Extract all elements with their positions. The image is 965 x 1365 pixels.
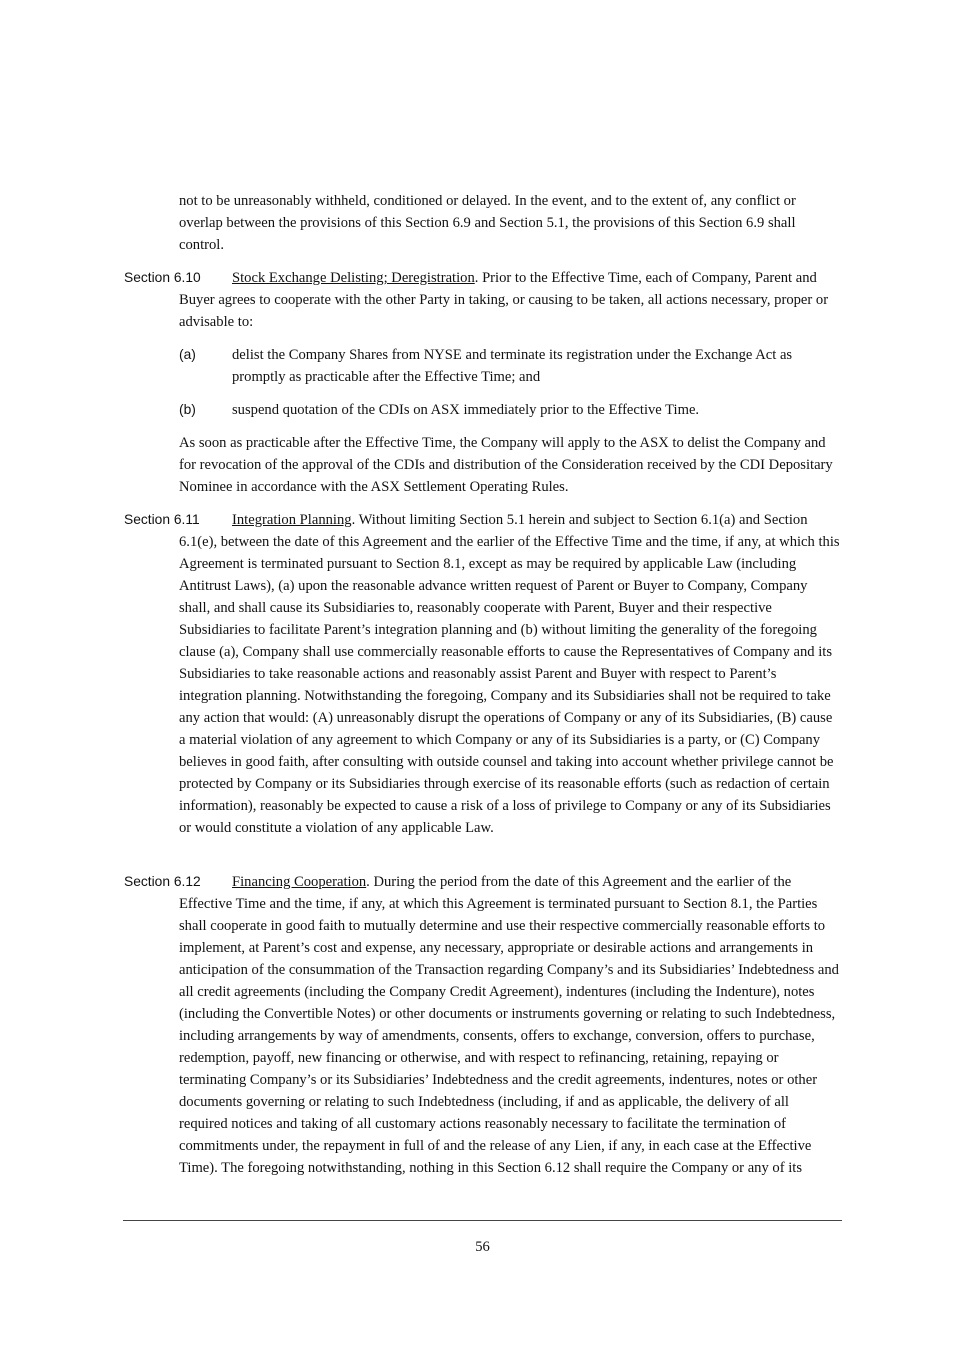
section-number: Section 6.10: [124, 270, 201, 285]
list-item-text: suspend quotation of the CDIs on ASX immediately prior to the Effective Time.: [232, 402, 700, 418]
continuation-paragraph: not to be unreasonably withheld, conditioned or delayed. In the event, and to the extent of, any conflict or overlap between the provisions of this Section 6.9 and Section 5.1, the provisions of this Section 6.9 shall control.: [179, 193, 796, 253]
section-paragraph: [179, 871, 841, 1179]
list-item-label: (a): [179, 347, 196, 362]
list-item-text: delist the Company Shares from NYSE and terminate its registration under the Exchange Act as promptly as practicable after the Effective Time; and: [232, 347, 793, 385]
list-item-label: (b): [179, 402, 196, 417]
section-number: Section 6.11: [124, 512, 200, 527]
section-heading: Stock Exchange Delisting; Deregistration: [232, 270, 475, 286]
section-body-text: . Prior to the Effective Time, each of Company, Parent and Buyer agrees to cooperate with the other Party in taking, or causing to be taken, all actions necessary, proper or advisable to:: [179, 270, 829, 330]
section-paragraph: [179, 509, 841, 839]
section-body-text: . Without limiting Section 5.1 herein and subject to Section 6.1(a) and Section 6.1(e), between the date of this Agreement and the earlier of the Effective Time and the time, if any, at which this Agreement is terminated pursuant to Section 8.1, except as may be required by applicable Law (including Antitrust Laws), (a) upon the reasonable advance written request of Parent or Buyer to Company, Company shall, and shall cause its Subsidiaries to, reasonably cooperate with Parent, Buyer and their respective Subsidiaries to facilitate Parent’s integration planning and (b) without limiting the generality of the foregoing clause (a), Company shall use commercially reasonable efforts to cause the Representatives of Company and its Subsidiaries to take reasonable actions and reasonably assist Parent and Buyer with respect to Parent’s integration planning. Notwithstanding the foregoing, Company and its Subsidiaries shall not be required to take any action that would: (A) unreasonably disrupt the operations of Company or any of its Subsidiaries, (B) cause a material violation of any agreement to which Company or any of its Subsidiaries is a party, or (C) Company believes in good faith, after consulting with outside counsel and taking into account whether privilege cannot be protected by Company or its Subsidiaries through exercise of its reasonable efforts (such as redaction of certain information), reasonably be expected to cause a risk of a loss of privilege to Company or any of its Subsidiaries or would constitute a violation of any applicable Law.: [179, 512, 840, 836]
section-body-text: . During the period from the date of this Agreement and the earlier of the Effective Time and the time, if any, at which this Agreement is terminated pursuant to Section 8.1, the Parties shall cooperate in good faith to mutually determine and use their respective commercially reasonable efforts to implement, at Parent’s cost and expense, any necessary, appropriate or desirable actions and arrangements in anticipation of the consummation of the Transaction regarding Company’s and its Subsidiaries’ Indebtedness and all credit agreements (including the Company Credit Agreement), indentures (including the Indenture), notes (including the Convertible Notes) or other documents or instruments governing or relating to such Indebtedness, including arrangements by way of amendments, consents, offers to exchange, conversion, offers to purchase, redemption, payoff, new financing or otherwise, and with respect to refinancing, retaining, repaying or terminating Company’s or its Subsidiaries’ Indebtedness and the credit agreements, indentures, notes or other documents governing or relating to such Indebtedness (including, if and as applicable, the delivery of all required notices and taking of all customary actions reasonably necessary to facilitate the termination of commitments under, the repayment in full of and the release of any Lien, if any, in each case at the Effective Time). The foregoing notwithstanding, nothing in this Section 6.12 shall require the Company or any of its: [179, 874, 839, 1176]
section-heading: Financing Cooperation: [232, 874, 367, 890]
page-number: 56: [475, 1239, 490, 1255]
section-paragraph: [179, 267, 841, 333]
footer-divider: [123, 1220, 842, 1221]
closing-paragraph: As soon as practicable after the Effective Time, the Company will apply to the ASX to delist the Company and for revocation of the approval of the CDIs and distribution of the Consideration received by the CDI Depositary Nominee in accordance with the ASX Settlement Operating Rules.: [179, 435, 833, 495]
section-number: Section 6.12: [124, 874, 201, 889]
section-heading: Integration Planning: [232, 512, 352, 528]
